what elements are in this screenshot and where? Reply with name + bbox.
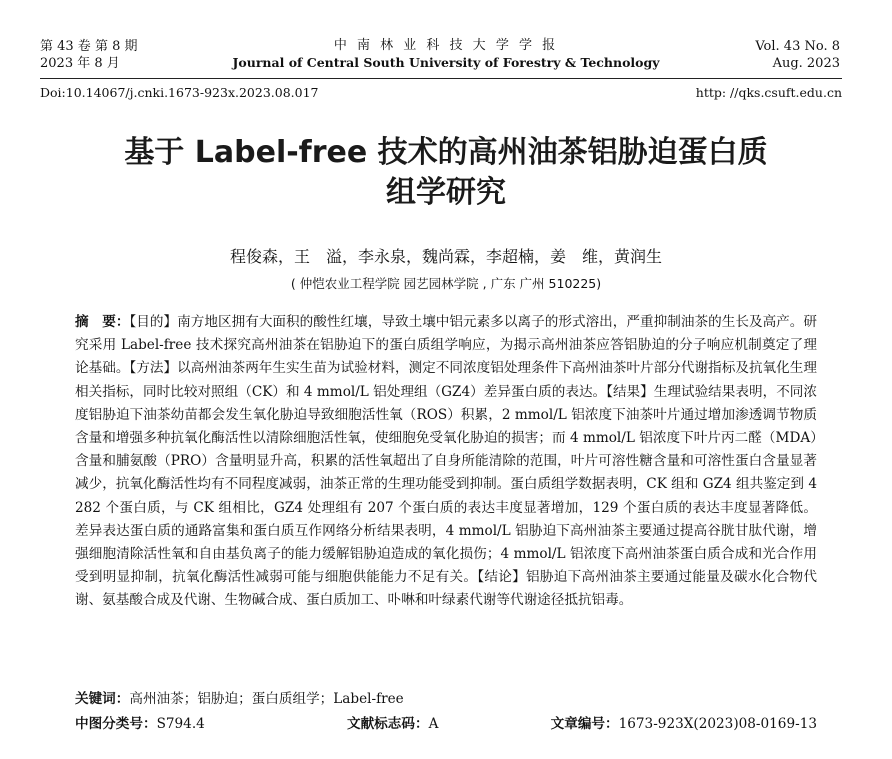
keywords-label: 关键词：: [75, 691, 130, 707]
journal-name-cn: 中 南 林 业 科 技 大 学 学 报: [333, 38, 559, 53]
article-number-label: 文章编号：: [550, 716, 619, 732]
doc-code-value: A: [428, 716, 439, 732]
article-number-value: 1673-923X(2023)08-0169-13: [618, 716, 817, 732]
doi[interactable]: Doi:10.14067/j.cnki.1673-923x.2023.08.017: [40, 85, 319, 100]
abstract-text: 【目的】南方地区拥有大面积的酸性红壤，导致土壤中铝元素多以离子的形式溶出，严重抑制油茶的生长及高产。研究采用 Label-free 技术探究高州油茶在铝胁迫下的蛋白质组学响应，为揭示高州油茶应答铝胁迫的分子响应机制奠定了理论基础。【方法】以高州油茶两年生实生苗为试验材料，测定不同浓度铝处理条件下高州油茶叶片部分代谢指标及抗氧化生理相关指标，同时比较对照组（CK）和 4 mmol/L 铝处理组（GZ4）差异蛋白质的表达。【结果】生理试验结果表明，不同浓度铝胁迫下油茶幼苗都会发生氧化胁迫导致细胞活性氧（ROS）积累，2 mmol/L 铝浓度下油茶叶片通过增加渗透调节物质含量和增强多种抗氧化酶活性以清除细胞活性氧，使细胞免受氧化胁迫的损害；而 4 mmol/L 铝浓度下叶片丙二醛（MDA）含量和脯氨酸（PRO）含量明显升高，积累的活性氧超出了自身所能清除的范围，叶片可溶性糖含量和可溶性蛋白含量显著减少，抗氧化酶活性均有不同程度减弱，油茶正常的生理功能受到抑制。蛋白质组学数据表明，CK 组和 GZ4 组共鉴定到 4 282 个蛋白质，与 CK 组相比，GZ4 处理组有 207 个蛋白质的表达丰度显著增加，129 个蛋白质的表达丰度显著降低。差异表达蛋白质的通路富集和蛋白质互作网络分析结果表明，4 mmol/L 铝胁迫下高州油茶主要通过提高谷胱甘肽代谢，增强细胞清除活性氧和自由基负离子的能力缓解铝胁迫造成的氧化损伤；4 mmol/L 铝浓度下高州油茶蛋白质合成和光合作用受到明显抑制，抗氧化酶活性减弱可能与细胞供能能力不足有关。【结论】铝胁迫下高州油茶主要通过能量及碳水化合物代谢、氨基酸合成及代谢、生物碱合成、蛋白质加工、卟啉和叶绿素代谢等代谢途径抵抗铝毒。: [75, 314, 818, 609]
keywords: [75, 687, 404, 707]
authors: 程俊森，王 溢，李永泉，魏尚霖，李超楠，姜 维，黄润生: [229, 247, 662, 266]
date-cn: 2023 年 8 月: [40, 56, 120, 71]
document-code: [347, 712, 438, 732]
abstract: [75, 311, 817, 613]
clc-value: S794.4: [156, 716, 205, 732]
keywords-text: 高州油茶；铝胁迫；蛋白质组学；Label-free: [129, 691, 404, 707]
title-line-1: 基于 Label-free 技术的高州油茶铝胁迫蛋白质: [124, 135, 768, 170]
article-number: [551, 712, 817, 732]
doc-code-label: 文献标志码：: [347, 716, 429, 732]
affiliation: ( 仲恺农业工程学院 园艺园林学院 , 广东 广州 510225): [290, 276, 602, 291]
title-line-2: 组学研究: [386, 175, 506, 210]
volume-issue-en: Vol. 43 No. 8: [755, 39, 840, 54]
volume-issue-cn: 第 43 卷 第 8 期: [40, 39, 138, 54]
clc-number: [75, 712, 205, 732]
abstract-label: 摘 要：: [75, 314, 130, 330]
header-right: [755, 38, 840, 72]
journal-url[interactable]: http: //qks.csuft.edu.cn: [695, 85, 842, 100]
journal-name-en: Journal of Central South University of Forestry & Technology: [232, 55, 660, 70]
date-en: Aug. 2023: [772, 56, 840, 71]
article-title: [60, 133, 832, 213]
clc-label: 中图分类号：: [75, 716, 157, 732]
header-rule: [40, 78, 842, 79]
